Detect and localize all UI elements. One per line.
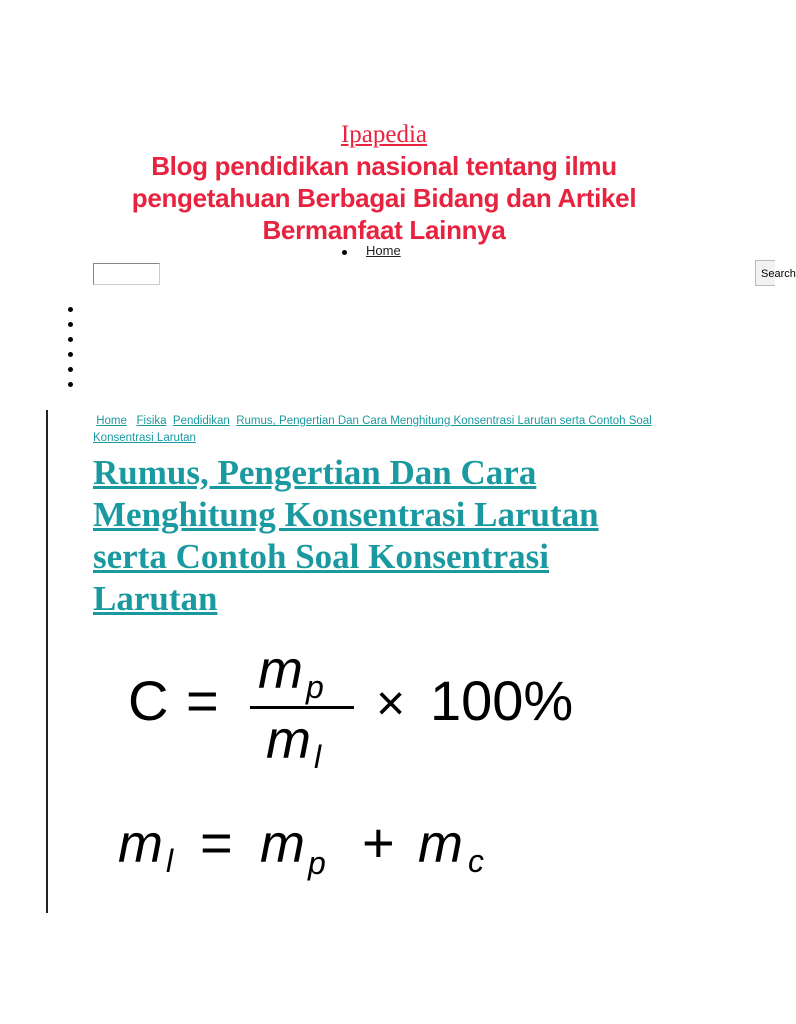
site-description: Blog pendidikan nasional tentang ilmu pengetahuan Berbagai Bidang dan Artikel Bermanfaat Lainnya <box>131 151 637 245</box>
formula2-ml-main: m <box>118 814 163 874</box>
formula-factor: 100% <box>430 669 574 732</box>
breadcrumb <box>93 413 663 447</box>
fraction-bar <box>250 706 354 709</box>
breadcrumb-current[interactable]: Rumus, Pengertian Dan Cara Menghitung Konsentrasi Larutan serta Contoh Soal Konsentrasi Larutan <box>93 415 652 444</box>
post-title[interactable]: Rumus, Pengertian Dan Cara Menghitung Konsentrasi Larutan serta Contoh Soal Konsentrasi Larutan <box>93 453 599 618</box>
menu-bullet <box>68 307 73 312</box>
nav-bullet <box>342 250 347 255</box>
formula2-plus: + <box>362 811 395 874</box>
formula-ml-sub: l <box>314 739 322 775</box>
formula-mp-main: m <box>258 640 303 700</box>
content-border <box>46 410 48 913</box>
formula-c: C <box>128 669 169 732</box>
site-title[interactable]: Ipapedia <box>340 121 428 148</box>
breadcrumb-fisika[interactable]: Fisika <box>136 415 167 427</box>
nav-home-link[interactable]: Home <box>366 243 401 258</box>
formula2-mc-sub: c <box>468 843 484 879</box>
breadcrumb-home[interactable]: Home <box>96 415 127 427</box>
search-button[interactable]: Search <box>755 260 775 286</box>
formula-times: × <box>376 675 406 731</box>
formula-mp-sub: p <box>306 669 324 705</box>
menu-bullet <box>68 367 73 372</box>
formula2-equals: = <box>200 811 233 874</box>
menu-bullet <box>68 337 73 342</box>
formula2-mp-sub: p <box>308 845 326 881</box>
breadcrumb-pendidikan[interactable]: Pendidikan <box>172 415 230 427</box>
formula-equals: = <box>186 669 219 732</box>
menu-bullet <box>68 322 73 327</box>
menu-bullet <box>68 352 73 357</box>
formula2-ml-sub: l <box>166 843 174 879</box>
search-input[interactable] <box>93 263 160 285</box>
formula2-mp-main: m <box>260 814 305 874</box>
formula2-mc-main: m <box>418 814 463 874</box>
menu-bullet <box>68 382 73 387</box>
formula-image <box>100 640 640 890</box>
formula-ml-main: m <box>266 710 311 770</box>
